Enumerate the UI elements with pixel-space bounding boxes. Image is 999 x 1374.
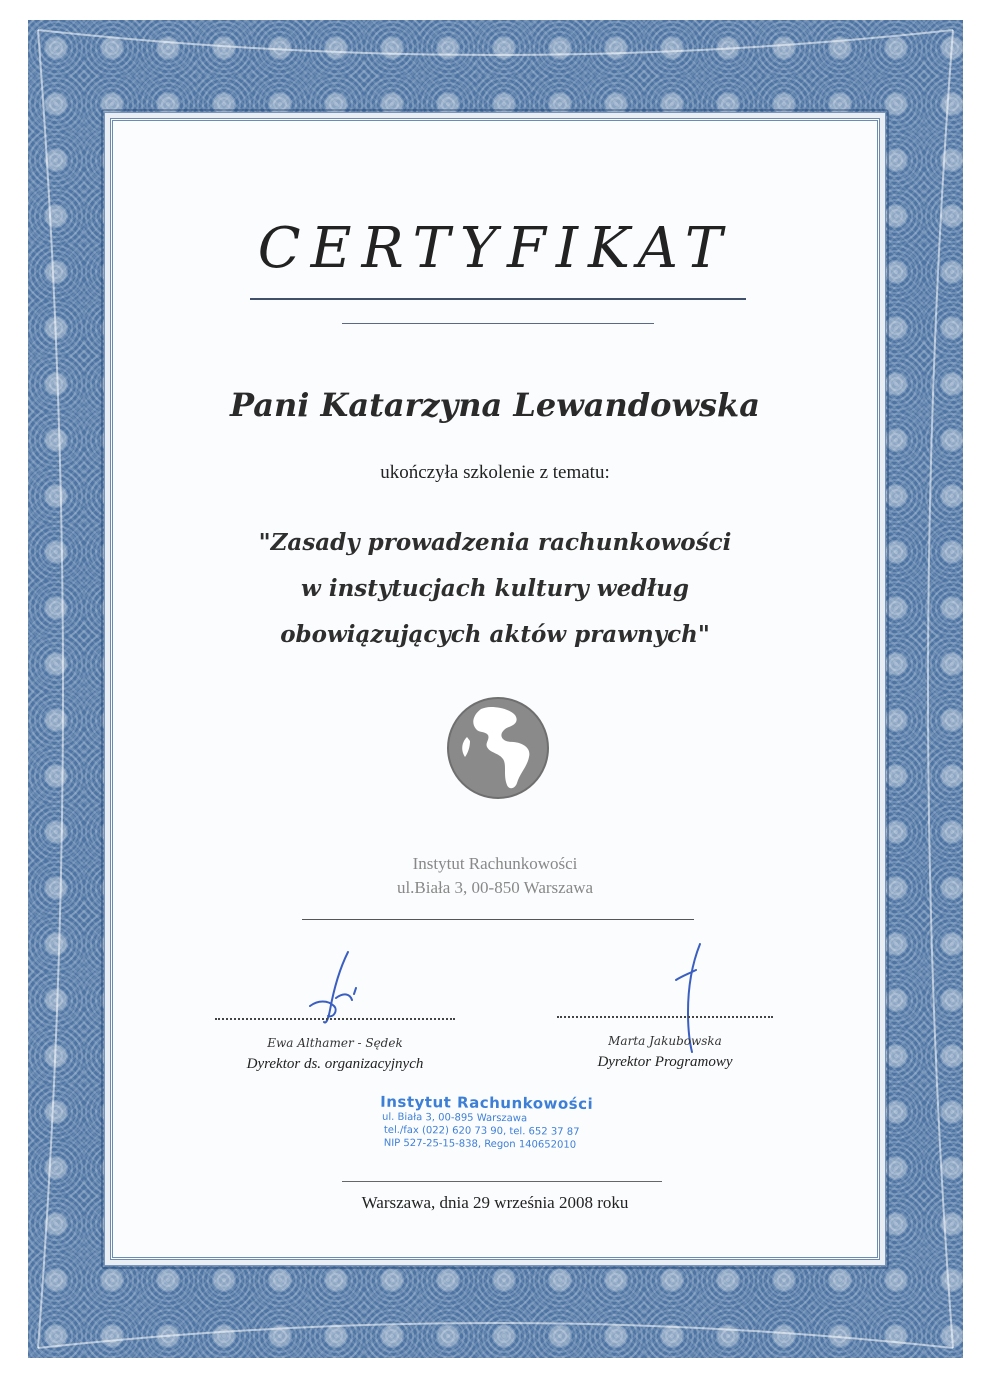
signature-line-right [557,1016,773,1018]
date-rule [342,1181,662,1182]
recipient-name: Pani Katarzyna Lewandowska [230,386,760,424]
signature-line-left [215,1018,455,1020]
topic-line: obowiązujących aktów prawnych" [280,621,710,648]
stamp-address: ul. Biała 3, 00-895 Warszawa [381,1111,528,1125]
globe-icon [443,693,553,803]
training-topic [110,520,880,658]
signatory-role: Dyrektor ds. organizacyjnych [246,1056,424,1072]
title-rule-bottom [342,323,654,324]
signatory-role: Dyrektor Programowy [597,1054,733,1070]
signature-left [290,948,380,1028]
place-and-date: Warszawa, dnia 29 września 2008 roku [361,1193,629,1212]
topic-line: w instytucjach kultury według [301,575,689,602]
stamp-title: Instytut Rachunkowości [380,1092,594,1113]
address-rule [302,919,694,920]
title-rule-top [250,298,746,300]
signatures-area [110,938,880,1118]
stamp-phone: tel./fax (022) 620 73 90, tel. 652 37 87 [383,1124,580,1138]
stamp-ids: NIP 527-25-15-838, Regon 140652010 [383,1137,577,1151]
completed-text: ukończyła szkolenie z tematu: [380,462,610,483]
signatory-name: Marta Jakubowska [608,1034,722,1048]
institution-stamp [380,1093,621,1153]
signatory-name: Ewa Althamer - Sędek [267,1036,403,1050]
institution-address: ul.Biała 3, 00-850 Warszawa [396,878,594,897]
certificate-title: CERTYFIKAT [257,216,733,281]
institution-name: Instytut Rachunkowości [412,854,578,873]
certificate-content [110,118,880,1260]
topic-line: "Zasady prowadzenia rachunkowości [258,529,732,556]
